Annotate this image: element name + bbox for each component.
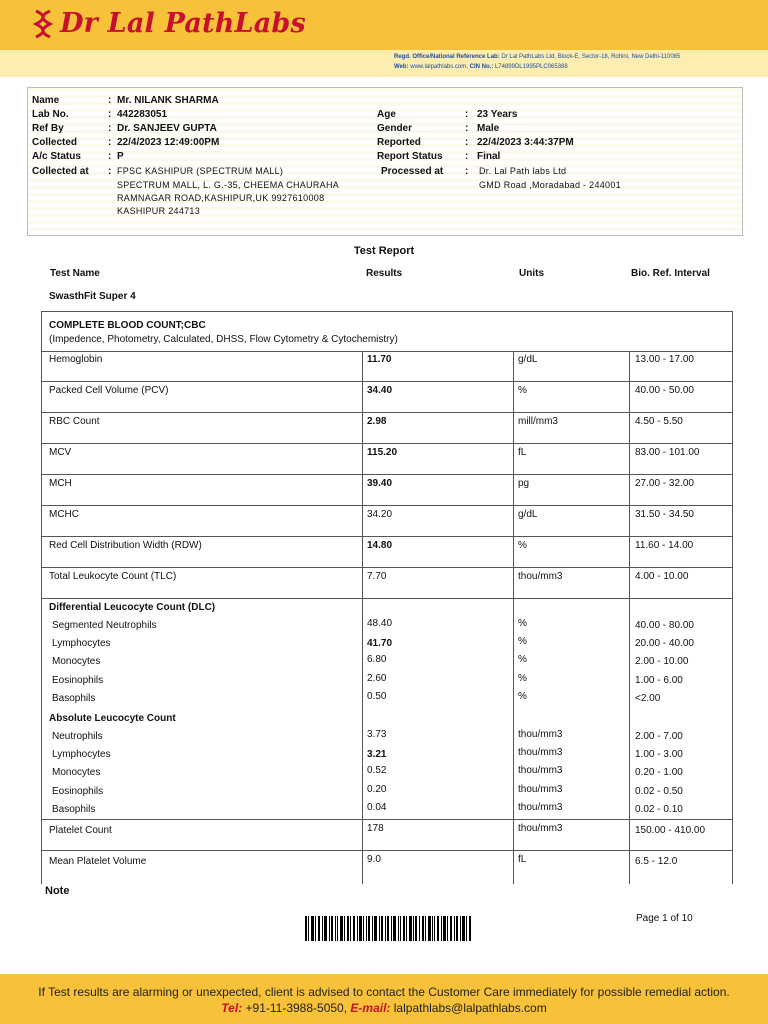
col-results: Results <box>366 268 403 279</box>
test-ref: 11.60 - 14.00 <box>635 540 694 551</box>
panel-name: SwasthFit Super 4 <box>49 291 136 302</box>
test-name: Platelet Count <box>49 825 112 836</box>
brand-logo <box>32 8 306 39</box>
test-result: 115.20 <box>367 447 398 458</box>
alc-name: Basophils <box>52 804 96 815</box>
colon: : <box>108 109 112 120</box>
reported-label: Reported <box>377 137 421 148</box>
tel-number[interactable]: +91-11-3988-5050, <box>245 1001 348 1015</box>
dlc-ref: 40.00 - 80.00 <box>635 620 694 631</box>
test-name: Total Leukocyte Count (TLC) <box>49 571 177 582</box>
report-status: Final <box>477 151 501 162</box>
col-test-name: Test Name <box>50 268 100 279</box>
email-label: E-mail: <box>350 1001 391 1015</box>
test-result: 178 <box>367 823 384 834</box>
colon: : <box>465 166 469 177</box>
test-result: 2.98 <box>367 416 387 427</box>
page-number: Page 1 of 10 <box>636 913 693 924</box>
row-divider <box>42 443 732 444</box>
test-ref: 4.00 - 10.00 <box>635 571 689 582</box>
footer-contact <box>0 1001 768 1015</box>
dlc-ref: 1.00 - 6.00 <box>635 675 683 686</box>
collected-at-line: KASHIPUR 244713 <box>117 206 201 216</box>
dlc-result: 2.60 <box>367 673 387 684</box>
collected-at-line: RAMNAGAR ROAD,KASHIPUR,UK 9927610008 <box>117 193 325 203</box>
colon: : <box>465 109 469 120</box>
test-ref: 13.00 - 17.00 <box>635 354 694 365</box>
column-divider <box>513 351 514 884</box>
dlc-name: Segmented Neutrophils <box>52 620 157 631</box>
test-result: 39.40 <box>367 478 393 489</box>
collected-label: Collected <box>32 137 78 148</box>
alc-result: 3.73 <box>367 729 387 740</box>
test-name: RBC Count <box>49 416 100 427</box>
test-result: 14.80 <box>367 540 393 551</box>
patient-name: Mr. NILANK SHARMA <box>117 95 219 106</box>
test-unit: fL <box>518 854 527 865</box>
alc-result: 0.04 <box>367 802 387 813</box>
colon: : <box>465 137 469 148</box>
account-status: P <box>117 151 124 162</box>
row-divider <box>42 351 732 352</box>
email-address[interactable]: lalpathlabs@lalpathlabs.com <box>393 1001 547 1015</box>
alc-ref: 2.00 - 7.00 <box>635 731 683 742</box>
col-units: Units <box>519 268 544 279</box>
test-unit: % <box>518 385 527 396</box>
results-table <box>41 311 733 884</box>
test-unit: g/dL <box>518 509 538 520</box>
dlc-ref: <2.00 <box>635 693 661 704</box>
report-title: Test Report <box>353 245 415 257</box>
alc-ref: 0.02 - 0.10 <box>635 804 683 815</box>
dlc-name: Monocytes <box>52 656 101 667</box>
alc-unit: thou/mm3 <box>518 802 563 813</box>
row-divider <box>42 381 732 382</box>
row-divider <box>42 412 732 413</box>
footer-advisory: If Test results are alarming or unexpected, client is advised to contact the Customer Care immediately for possible remedial action. <box>38 985 730 999</box>
refby-label: Ref By <box>32 123 64 134</box>
alc-name: Lymphocytes <box>52 749 111 760</box>
age-label: Age <box>377 109 396 120</box>
test-result: 34.20 <box>367 509 393 520</box>
alc-unit: thou/mm3 <box>518 729 563 740</box>
dlc-unit: % <box>518 691 527 702</box>
test-ref: 40.00 - 50.00 <box>635 385 694 396</box>
test-name: MCV <box>49 447 72 458</box>
regd-text: Dr Lal PathLabs Ltd, Block-E, Sector-18, Rohini, New Delhi-110085 <box>501 54 681 60</box>
alc-unit: thou/mm3 <box>518 784 563 795</box>
test-result: 34.40 <box>367 385 393 396</box>
dlc-unit: % <box>518 673 527 684</box>
collected-at-line: FPSC KASHIPUR (SPECTRUM MALL) <box>117 166 284 176</box>
row-divider <box>42 536 732 537</box>
web-url[interactable]: www.lalpathlabs.com, <box>410 64 468 70</box>
row-divider <box>42 474 732 475</box>
section-methods: (Impedence, Photometry, Calculated, DHSS, Flow Cytometry & Cytochemistry) <box>49 334 398 345</box>
web-line <box>394 64 568 70</box>
processed-at-line: Dr. Lal Path labs Ltd <box>479 166 567 176</box>
test-unit: % <box>518 540 527 551</box>
dlc-name: Eosinophils <box>52 675 104 686</box>
barcode-icon <box>305 916 471 941</box>
cin-number: L74899DL1995PLC065388 <box>494 64 568 70</box>
dlc-unit: % <box>518 618 527 629</box>
test-unit: pg <box>518 478 530 489</box>
section-title: COMPLETE BLOOD COUNT;CBC <box>49 320 206 331</box>
alc-name: Eosinophils <box>52 786 104 797</box>
dlc-name: Basophils <box>52 693 96 704</box>
regd-office-line <box>394 54 734 60</box>
web-label: Web: <box>394 64 409 70</box>
reported-datetime: 22/4/2023 3:44:37PM <box>477 137 574 148</box>
acstatus-label: A/c Status <box>32 151 81 162</box>
dlc-result: 0.50 <box>367 691 387 702</box>
alc-name: Neutrophils <box>52 731 103 742</box>
dlc-ref: 2.00 - 10.00 <box>635 656 689 667</box>
test-name: Hemoglobin <box>49 354 103 365</box>
test-ref: 31.50 - 34.50 <box>635 509 694 520</box>
dlc-title: Differential Leucocyte Count (DLC) <box>49 602 216 613</box>
patient-age: 23 Years <box>477 109 518 120</box>
test-ref: 6.5 - 12.0 <box>635 856 678 867</box>
dlc-unit: % <box>518 636 527 647</box>
alc-result: 0.52 <box>367 765 387 776</box>
referring-doctor: Dr. SANJEEV GUPTA <box>117 123 217 134</box>
test-unit: mill/mm3 <box>518 416 558 427</box>
processed-at-line: GMD Road ,Moradabad - 244001 <box>479 180 621 190</box>
collected-at-line: SPECTRUM MALL, L. G.-35, CHEEMA CHAURAHA <box>117 180 340 190</box>
test-name: Packed Cell Volume (PCV) <box>49 385 169 396</box>
patient-gender: Male <box>477 123 500 134</box>
test-name: Red Cell Distribution Width (RDW) <box>49 540 202 551</box>
alc-unit: thou/mm3 <box>518 765 563 776</box>
dlc-result: 6.80 <box>367 654 387 665</box>
alc-ref: 0.20 - 1.00 <box>635 767 683 778</box>
test-ref: 4.50 - 5.50 <box>635 416 683 427</box>
colon: : <box>465 151 469 162</box>
brand-name: Dr Lal PathLabs <box>60 8 306 39</box>
alc-name: Monocytes <box>52 767 101 778</box>
alc-ref: 1.00 - 3.00 <box>635 749 683 760</box>
colon: : <box>108 151 112 162</box>
test-ref: 27.00 - 32.00 <box>635 478 694 489</box>
column-divider <box>629 351 630 884</box>
colon: : <box>465 123 469 134</box>
footer-bar <box>0 974 768 1024</box>
row-divider <box>42 567 732 568</box>
colon: : <box>108 123 112 134</box>
alc-result: 3.21 <box>367 749 387 760</box>
alc-ref: 0.02 - 0.50 <box>635 786 683 797</box>
gender-label: Gender <box>377 123 413 134</box>
test-name: Mean Platelet Volume <box>49 856 147 867</box>
test-result: 11.70 <box>367 354 392 365</box>
test-result: 9.0 <box>367 854 381 865</box>
dna-logo-icon <box>32 9 54 39</box>
column-divider <box>362 351 363 884</box>
dlc-result: 41.70 <box>367 638 393 649</box>
reportstatus-label: Report Status <box>377 151 443 162</box>
alc-unit: thou/mm3 <box>518 747 563 758</box>
alc-result: 0.20 <box>367 784 387 795</box>
test-unit: g/dL <box>518 354 538 365</box>
cin-label: CIN No.: <box>469 64 494 70</box>
row-divider <box>42 505 732 506</box>
row-divider <box>42 850 732 851</box>
patient-details-box <box>27 87 743 236</box>
test-result: 7.70 <box>367 571 387 582</box>
col-ref-interval: Bio. Ref. Interval <box>631 268 710 279</box>
alc-title: Absolute Leucocyte Count <box>49 713 176 724</box>
row-divider <box>42 598 732 599</box>
dlc-result: 48.40 <box>367 618 393 629</box>
tel-label: Tel: <box>221 1001 243 1015</box>
name-label: Name <box>32 95 60 106</box>
test-ref: 83.00 - 101.00 <box>635 447 700 458</box>
test-name: MCH <box>49 478 72 489</box>
collected-datetime: 22/4/2023 12:49:00PM <box>117 137 220 148</box>
dlc-ref: 20.00 - 40.00 <box>635 638 694 649</box>
collectedat-label: Collected at <box>32 166 89 177</box>
test-name: MCHC <box>49 509 79 520</box>
dlc-unit: % <box>518 654 527 665</box>
colon: : <box>108 166 112 177</box>
labno-label: Lab No. <box>32 109 69 120</box>
test-unit: fL <box>518 447 527 458</box>
test-unit: thou/mm3 <box>518 823 563 834</box>
note-label: Note <box>45 885 70 897</box>
lab-number: 442283051 <box>117 109 168 120</box>
row-divider <box>42 819 732 820</box>
test-ref: 150.00 - 410.00 <box>635 825 706 836</box>
processedat-label: Processed at <box>381 166 444 177</box>
regd-label: Regd. Office/National Reference Lab: <box>394 54 500 60</box>
dlc-name: Lymphocytes <box>52 638 111 649</box>
test-unit: thou/mm3 <box>518 571 563 582</box>
colon: : <box>108 95 112 106</box>
colon: : <box>108 137 112 148</box>
